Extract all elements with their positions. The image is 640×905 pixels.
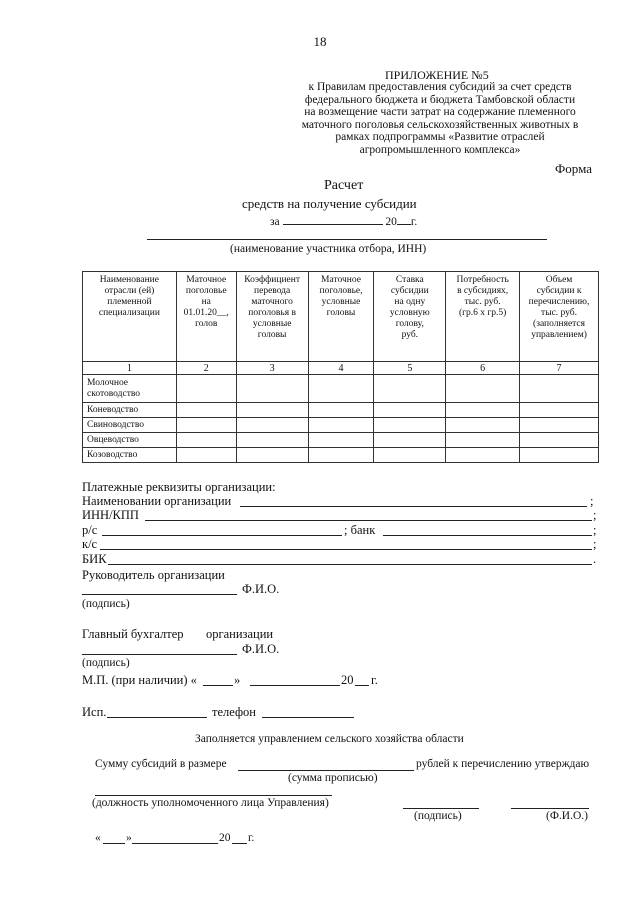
cell-text-line: поголовья в bbox=[248, 308, 296, 318]
appendix-line: маточного поголовья сельскохозяйственных животных в bbox=[301, 118, 579, 131]
cell-text-line: племенной bbox=[107, 297, 152, 307]
cell-text-line: условную bbox=[389, 308, 430, 318]
cell-text-line: на bbox=[201, 297, 211, 307]
cell-text-line: отрасли (ей) bbox=[104, 286, 155, 296]
column-number: 3 bbox=[236, 362, 308, 375]
row-label bbox=[83, 375, 177, 403]
cell-text-line: головы bbox=[257, 330, 287, 340]
cell-text-line: (заполняется bbox=[533, 319, 586, 329]
table-cell[interactable] bbox=[308, 433, 374, 448]
ks-line[interactable] bbox=[100, 549, 592, 550]
table-cell[interactable] bbox=[308, 418, 374, 433]
cell-text-line: перечислению, bbox=[528, 297, 590, 307]
table-cell[interactable] bbox=[176, 403, 236, 418]
appendix-line: агропромышленного комплекса» bbox=[359, 143, 521, 156]
table-cell[interactable] bbox=[176, 418, 236, 433]
management-heading: Заполняется управлением сельского хозяйства области bbox=[195, 733, 464, 745]
sum-caption: (сумма прописью) bbox=[288, 772, 378, 784]
cell-text-line: головы bbox=[326, 308, 356, 318]
header-coefficient bbox=[236, 272, 308, 362]
table-cell[interactable] bbox=[176, 375, 236, 403]
cell-text-line: тыс. руб. bbox=[464, 297, 501, 307]
period-year-blank[interactable] bbox=[397, 214, 411, 225]
row-label: Овцеводство bbox=[83, 433, 177, 448]
table-cell[interactable] bbox=[374, 403, 446, 418]
inn-kpp-line[interactable] bbox=[145, 520, 592, 521]
table-cell[interactable] bbox=[236, 418, 308, 433]
phone-label: телефон bbox=[212, 705, 256, 719]
cell-text-line: в субсидиях, bbox=[457, 286, 509, 296]
period-suffix: г. bbox=[410, 216, 418, 228]
table-cell[interactable] bbox=[308, 448, 374, 463]
accountant-org-label: организации bbox=[206, 627, 274, 641]
sum-prefix: Сумму субсидий в размере bbox=[95, 758, 227, 770]
cell-text-line: Молочное bbox=[87, 377, 129, 388]
table-cell[interactable] bbox=[520, 448, 599, 463]
column-number: 4 bbox=[308, 362, 374, 375]
accountant-signature-line[interactable] bbox=[82, 654, 237, 655]
header-conditional-heads bbox=[308, 272, 374, 362]
header-volume bbox=[520, 272, 599, 362]
position-caption: (должность уполномоченного лица Управления) bbox=[92, 797, 329, 809]
stamp-day-line[interactable] bbox=[203, 685, 233, 686]
stamp-label: М.П. (при наличии) « bbox=[82, 673, 197, 687]
cell-text-line: Коэффициент bbox=[244, 275, 300, 285]
form-label: Форма bbox=[555, 161, 592, 176]
column-number: 5 bbox=[374, 362, 446, 375]
column-number: 7 bbox=[520, 362, 599, 375]
org-name-label: Наименовании организации bbox=[82, 494, 232, 508]
cell-text-line: тыс. руб. bbox=[541, 308, 578, 318]
table-cell[interactable] bbox=[520, 403, 599, 418]
semicolon: ; bbox=[593, 537, 597, 551]
stamp-year-prefix: 20 bbox=[341, 673, 354, 687]
period-line bbox=[270, 214, 417, 228]
cell-text-line: голов bbox=[195, 319, 218, 329]
page-number: 18 bbox=[313, 34, 327, 49]
column-number: 2 bbox=[176, 362, 236, 375]
document-subtitle: средств на получение субсидии bbox=[242, 196, 417, 211]
date-month-line[interactable] bbox=[132, 843, 218, 844]
semicolon: ; bbox=[590, 494, 594, 508]
head-label: Руководитель организации bbox=[82, 568, 225, 582]
table-row bbox=[83, 403, 599, 418]
dot: . bbox=[593, 552, 597, 566]
date-year-suffix: г. bbox=[248, 832, 255, 844]
appendix-line: рамках подпрограммы «Развитие отраслей bbox=[335, 131, 545, 143]
rs-line[interactable] bbox=[102, 535, 342, 536]
table-cell[interactable] bbox=[308, 403, 374, 418]
table-cell[interactable] bbox=[236, 448, 308, 463]
cell-text-line: на одну bbox=[394, 297, 426, 307]
date-close-quote: » bbox=[126, 832, 132, 844]
table-cell[interactable] bbox=[446, 375, 520, 403]
table-row bbox=[83, 375, 599, 403]
column-number: 6 bbox=[446, 362, 520, 375]
participant-caption: (наименование участника отбора, ИНН) bbox=[230, 243, 427, 255]
cell-text-line: поголовье, bbox=[319, 286, 363, 296]
sum-suffix: рублей к перечислению утверждаю bbox=[416, 758, 590, 770]
cell-text-line: Объем bbox=[545, 275, 573, 285]
head-fio: Ф.И.О. bbox=[242, 582, 280, 596]
head-signature-caption: (подпись) bbox=[82, 598, 130, 610]
cell-text-line: условные bbox=[321, 297, 361, 307]
position-line[interactable] bbox=[95, 795, 332, 796]
cell-text-line: условные bbox=[252, 319, 292, 329]
table-cell[interactable] bbox=[446, 433, 520, 448]
table-cell[interactable] bbox=[446, 418, 520, 433]
document-title: Расчет bbox=[324, 178, 364, 193]
accountant-label: Главный бухгалтер bbox=[82, 627, 184, 641]
approval-fio-line[interactable] bbox=[511, 808, 589, 809]
cell-text-line: голову, bbox=[395, 319, 424, 329]
header-branch bbox=[83, 272, 177, 362]
date-year-prefix: 20 bbox=[219, 832, 231, 844]
inn-kpp-label: ИНН/КПП bbox=[82, 508, 139, 522]
column-number: 1 bbox=[83, 362, 177, 375]
period-year-prefix: 20 bbox=[385, 216, 397, 228]
period-prefix: за bbox=[270, 216, 280, 228]
phone-line[interactable] bbox=[262, 717, 354, 718]
cell-text-line: специализации bbox=[98, 308, 160, 318]
semicolon: ; bbox=[593, 508, 597, 522]
cell-text-line: маточного bbox=[251, 297, 293, 307]
appendix-line: федерального бюджета и бюджета Тамбовской области bbox=[304, 93, 576, 106]
table-row bbox=[83, 433, 599, 448]
executor-label: Исп. bbox=[82, 705, 107, 719]
table-cell[interactable] bbox=[374, 375, 446, 403]
bank-label: ; банк bbox=[344, 523, 376, 537]
cell-text-line: (гр.6 х гр.5) bbox=[458, 308, 507, 318]
table-cell[interactable] bbox=[520, 433, 599, 448]
appendix-line: к Правилам предоставления субсидий за счет средств bbox=[308, 81, 572, 93]
stamp-month-line[interactable] bbox=[250, 685, 340, 686]
approval-signature-line[interactable] bbox=[403, 808, 479, 809]
table-cell[interactable] bbox=[520, 375, 599, 403]
appendix-text bbox=[280, 81, 600, 156]
table-cell[interactable] bbox=[520, 418, 599, 433]
approval-signature-caption: (подпись) bbox=[414, 810, 462, 822]
cell-text-line: 01.01.20__, bbox=[183, 308, 229, 318]
table-row bbox=[83, 418, 599, 433]
cell-text-line: Ставка bbox=[395, 275, 424, 285]
sum-line[interactable] bbox=[238, 770, 414, 771]
semicolon: ; bbox=[593, 523, 597, 537]
cell-text-line: Маточное bbox=[321, 275, 361, 285]
table-cell[interactable] bbox=[236, 433, 308, 448]
table-cell[interactable] bbox=[446, 403, 520, 418]
column-number-row bbox=[83, 362, 599, 375]
bik-line[interactable] bbox=[108, 564, 592, 565]
subsidy-table bbox=[82, 271, 599, 463]
cell-text-line: управлением) bbox=[531, 330, 587, 340]
table-header-row bbox=[83, 272, 599, 362]
date-open-quote: « bbox=[95, 832, 101, 844]
row-label: Коневодство bbox=[83, 403, 177, 418]
accountant-fio: Ф.И.О. bbox=[242, 642, 280, 656]
head-signature-line[interactable] bbox=[82, 594, 237, 595]
rs-label: р/с bbox=[82, 523, 98, 537]
org-name-line[interactable] bbox=[240, 506, 587, 507]
cell-text-line: субсидии к bbox=[536, 286, 582, 296]
table-cell[interactable] bbox=[446, 448, 520, 463]
table-cell[interactable] bbox=[176, 433, 236, 448]
table-cell[interactable] bbox=[176, 448, 236, 463]
stamp-year-line[interactable] bbox=[355, 685, 369, 686]
executor-line[interactable] bbox=[107, 717, 207, 718]
table-row bbox=[83, 448, 599, 463]
table-cell[interactable] bbox=[374, 448, 446, 463]
table-cell[interactable] bbox=[374, 433, 446, 448]
row-label: Козоводство bbox=[83, 448, 177, 463]
cell-text-line: Наименование bbox=[99, 275, 159, 285]
cell-text-line: Маточное bbox=[186, 275, 227, 285]
table-cell[interactable] bbox=[308, 375, 374, 403]
bank-line[interactable] bbox=[383, 535, 592, 536]
accountant-signature-caption: (подпись) bbox=[82, 657, 130, 669]
cell-text-line: перевода bbox=[254, 286, 291, 296]
date-day-line[interactable] bbox=[103, 843, 125, 844]
table-cell[interactable] bbox=[236, 375, 308, 403]
appendix-line: на возмещение части затрат на содержание племенного bbox=[304, 106, 576, 118]
bik-label: БИК bbox=[82, 552, 107, 566]
ks-label: к/с bbox=[82, 537, 98, 551]
requisites-title: Платежные реквизиты организации: bbox=[82, 480, 276, 494]
header-rate bbox=[374, 272, 446, 362]
appendix-title: ПРИЛОЖЕНИЕ №5 bbox=[385, 68, 489, 82]
cell-text-line: Потребность bbox=[456, 275, 509, 285]
cell-text-line: субсидии bbox=[390, 286, 429, 296]
date-year-line[interactable] bbox=[232, 843, 247, 844]
stamp-year-suffix: г. bbox=[371, 673, 378, 687]
table-cell[interactable] bbox=[236, 403, 308, 418]
row-label: Свиноводство bbox=[83, 418, 177, 433]
cell-text-line: скотоводство bbox=[87, 388, 141, 399]
stamp-quote-close: » bbox=[234, 673, 241, 687]
approval-fio-caption: (Ф.И.О.) bbox=[546, 810, 588, 822]
period-blank[interactable] bbox=[283, 214, 383, 225]
header-need bbox=[446, 272, 520, 362]
cell-text-line: поголовье bbox=[185, 286, 227, 296]
participant-name-line[interactable] bbox=[147, 239, 547, 240]
table-cell[interactable] bbox=[374, 418, 446, 433]
cell-text-line: руб. bbox=[401, 330, 419, 340]
header-breeding-stock bbox=[176, 272, 236, 362]
